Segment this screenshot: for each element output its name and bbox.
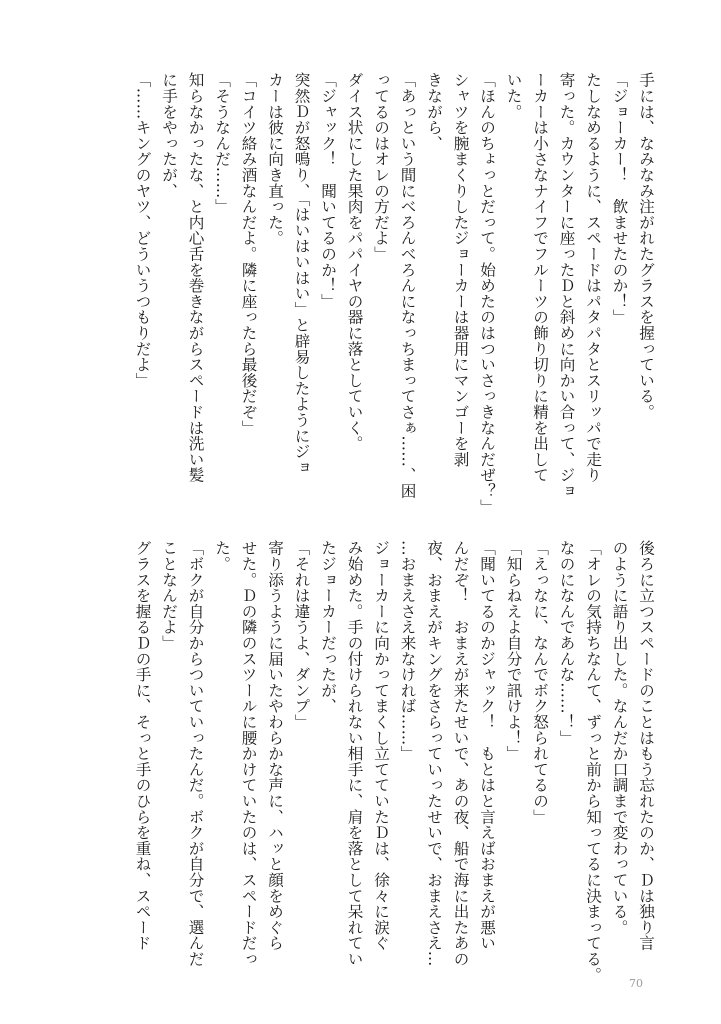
text-line: 「ほんのちょっとだって。始めたのはついさっきなんだぜ？」 xyxy=(478,72,496,515)
text-line: 手には、なみなみ注がれたグラスを握っている。 xyxy=(637,72,655,420)
text-line: 「ジョーカー！ 飲ませたのか！」 xyxy=(610,72,629,325)
text-line: 「コイツ絡み酒なんだよ。隣に座ったら最後だぞ」 xyxy=(239,72,258,436)
text-line: 「ジャック！ 聞いてるのか！」 xyxy=(319,72,337,309)
text-line: たしなめるように、スペードはパタパタとスリッパで走り xyxy=(584,72,602,483)
text-line: 知らなかったな、と内心舌を巻きながらスペードは洗い髪 xyxy=(186,72,205,483)
text-line: カーは彼に向き直った。 xyxy=(266,72,284,246)
text-line: いた。 xyxy=(504,72,523,120)
text-line: 「それは違うよ、ダンプ」 xyxy=(292,540,311,730)
upper-text-block xyxy=(129,72,659,515)
text-line: 寄った。カウンターに座ったＤと斜めに向かい合って、ジョ xyxy=(557,72,576,499)
text-line: ダイス状にした果肉をパパイヤの器に落としていく。 xyxy=(345,72,364,452)
text-line: きながら、 xyxy=(425,72,443,151)
text-line: 突然Ｄが怒鳴り、「はいはいはい」と辟易したようにジョ xyxy=(292,72,311,475)
text-line: せた。Ｄの隣のスツールに腰かけていたのは、スペードだっ xyxy=(239,540,258,967)
text-line: ーカーは小さなナイフでフルーツの飾り切りに精を出して xyxy=(531,72,549,483)
text-line: たジョーカーだったが、 xyxy=(319,540,337,714)
text-line: 「……キングのヤツ、どういうつもりだよ」 xyxy=(133,72,152,388)
text-line: 寄り添うように届いたやわらかな声に、ハッと顔をめぐら xyxy=(266,540,284,951)
lower-text-block xyxy=(129,540,659,983)
text-line: 「ボクが自分からついていったんだ。ボクが自分で、選んだ xyxy=(186,540,205,967)
text-line: ジョーカーに向かってまくし立てていたＤは、徐々に涙ぐ xyxy=(372,540,390,951)
text-line: 「聞いてるのかジャック！ もとはと言えばおまえが悪い xyxy=(478,540,496,951)
text-line: 「えっなに、なんでボク怒られてるの」 xyxy=(531,540,549,825)
text-line: 「知らねえよ自分で訊けよ！」 xyxy=(504,540,523,762)
text-line: ってるのはオレの方だよ」 xyxy=(372,72,390,262)
text-line: 夜、おまえがキングをさらっていったせいで、おまえさえ… xyxy=(425,540,443,967)
text-line: 後ろに立つスペードのことはもう忘れたのか、Ｄは独り言 xyxy=(637,540,655,951)
text-line: 「オレの気持ちなんて、ずっと前から知ってるに決まってる。 xyxy=(584,540,602,983)
text-line: ことなんだよ」 xyxy=(160,540,178,651)
page-number: 70 xyxy=(629,977,643,990)
text-line: んだぞ！ おまえが来たせいで、あの夜、船で海に出たあの xyxy=(451,540,470,967)
text-line: のように語り出した。なんだか口調まで変わっている。 xyxy=(610,540,629,935)
text-line: み始めた。手の付けられない相手に、肩を落として呆れてい xyxy=(345,540,364,967)
text-line: シャツを腕まくりしたジョーカーは器用にマンゴーを剥 xyxy=(451,72,470,467)
text-line: グラスを握るＤの手に、そっと手のひらを重ね、スペード xyxy=(133,540,152,951)
text-line: 「あっという間にべろんべろんになっちまってさぁ……、困 xyxy=(398,72,417,499)
text-line: なのになんであんな……！」 xyxy=(557,540,576,746)
text-line: た。 xyxy=(213,540,231,572)
text-line: 「そうなんだ……」 xyxy=(213,72,231,215)
text-line: に手をやったが、 xyxy=(160,72,178,199)
text-line: …おまえさえ来なければ……」 xyxy=(398,540,417,762)
